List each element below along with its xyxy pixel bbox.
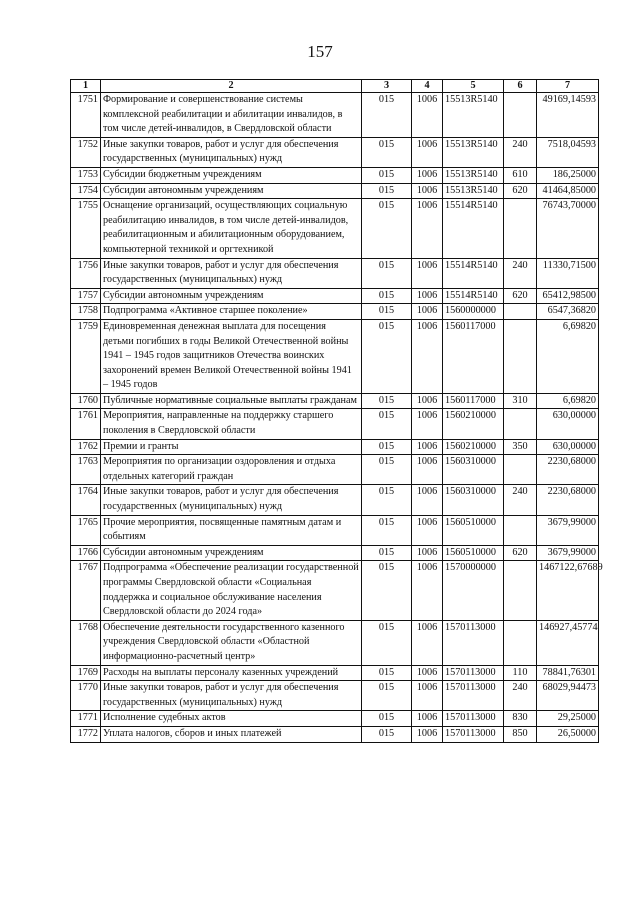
row-name: Мероприятия по организации оздоровления и отдыха отдельных категорий граждан <box>101 455 362 485</box>
row-target-code: 1560310000 <box>443 485 504 515</box>
row-expense-type-code <box>504 409 537 439</box>
row-number: 1768 <box>71 620 101 665</box>
row-amount: 29,25000 <box>537 711 599 727</box>
row-expense-type-code <box>504 515 537 545</box>
row-number: 1770 <box>71 681 101 711</box>
row-name: Субсидии автономным учреждениям <box>101 545 362 561</box>
row-expense-type-code: 110 <box>504 665 537 681</box>
table-row <box>71 561 599 620</box>
row-amount: 41464,85000 <box>537 183 599 199</box>
row-chapter-code: 015 <box>362 545 412 561</box>
header-col-1: 1 <box>71 80 101 93</box>
row-target-code: 1570113000 <box>443 711 504 727</box>
row-name: Мероприятия, направленные на поддержку старшего поколения в Свердловской области <box>101 409 362 439</box>
row-target-code: 1560117000 <box>443 319 504 393</box>
row-target-code: 1570113000 <box>443 665 504 681</box>
row-name: Иные закупки товаров, работ и услуг для обеспечения государственных (муниципальных) нужд <box>101 137 362 167</box>
row-number: 1761 <box>71 409 101 439</box>
table-row <box>71 439 599 455</box>
row-expense-type-code: 310 <box>504 393 537 409</box>
row-chapter-code: 015 <box>362 288 412 304</box>
row-expense-type-code <box>504 199 537 258</box>
row-subsection-code: 1006 <box>412 665 443 681</box>
page-number: 157 <box>307 42 333 61</box>
row-expense-type-code <box>504 455 537 485</box>
row-amount: 11330,71500 <box>537 258 599 288</box>
table-row <box>71 711 599 727</box>
row-amount: 1467122,67689 <box>537 561 599 620</box>
row-subsection-code: 1006 <box>412 304 443 320</box>
row-amount: 146927,45774 <box>537 620 599 665</box>
row-number: 1757 <box>71 288 101 304</box>
row-name: Иные закупки товаров, работ и услуг для обеспечения государственных (муниципальных) нужд <box>101 485 362 515</box>
table-row <box>71 183 599 199</box>
row-expense-type-code: 850 <box>504 726 537 742</box>
row-subsection-code: 1006 <box>412 409 443 439</box>
row-chapter-code: 015 <box>362 167 412 183</box>
row-target-code: 15514R5140 <box>443 199 504 258</box>
header-col-4: 4 <box>412 80 443 93</box>
row-expense-type-code <box>504 319 537 393</box>
budget-table <box>70 79 603 743</box>
header-col-7: 7 <box>537 80 599 93</box>
row-chapter-code: 015 <box>362 258 412 288</box>
header-col-5: 5 <box>443 80 504 93</box>
row-name: Оснащение организаций, осуществляющих социальную реабилитацию инвалидов, в том числе детей-инвалидов, реабилитационным и абилитационным оборудованием, компьютерной техникой и оргтехникой <box>101 199 362 258</box>
row-subsection-code: 1006 <box>412 485 443 515</box>
row-target-code: 15513R5140 <box>443 93 504 138</box>
row-expense-type-code: 350 <box>504 439 537 455</box>
row-subsection-code: 1006 <box>412 681 443 711</box>
row-target-code: 1570000000 <box>443 561 504 620</box>
row-chapter-code: 015 <box>362 93 412 138</box>
row-amount: 2230,68000 <box>537 455 599 485</box>
table-row <box>71 620 599 665</box>
table-row <box>71 93 599 138</box>
table-row <box>71 304 599 320</box>
row-name: Субсидии автономным учреждениям <box>101 288 362 304</box>
row-subsection-code: 1006 <box>412 439 443 455</box>
row-expense-type-code: 620 <box>504 288 537 304</box>
row-expense-type-code <box>504 620 537 665</box>
row-chapter-code: 015 <box>362 409 412 439</box>
row-subsection-code: 1006 <box>412 545 443 561</box>
row-number: 1772 <box>71 726 101 742</box>
row-name: Иные закупки товаров, работ и услуг для обеспечения государственных (муниципальных) нужд <box>101 681 362 711</box>
row-subsection-code: 1006 <box>412 183 443 199</box>
row-number: 1760 <box>71 393 101 409</box>
row-target-code: 1560000000 <box>443 304 504 320</box>
row-chapter-code: 015 <box>362 711 412 727</box>
row-expense-type-code <box>504 304 537 320</box>
row-target-code: 15514R5140 <box>443 258 504 288</box>
row-number: 1752 <box>71 137 101 167</box>
table-row <box>71 199 599 258</box>
row-name: Единовременная денежная выплата для посещения детьми погибших в годы Великой Отечественной войны 1941 – 1945 годов защитников Отечества воинских захоронений времен Великой Отечественной войны 1941 – 1945 годов <box>101 319 362 393</box>
table-row <box>71 665 599 681</box>
row-subsection-code: 1006 <box>412 561 443 620</box>
row-expense-type-code <box>504 561 537 620</box>
row-chapter-code: 015 <box>362 485 412 515</box>
row-subsection-code: 1006 <box>412 258 443 288</box>
row-number: 1759 <box>71 319 101 393</box>
row-chapter-code: 015 <box>362 304 412 320</box>
row-amount: 68029,94473 <box>537 681 599 711</box>
row-subsection-code: 1006 <box>412 288 443 304</box>
row-expense-type-code: 240 <box>504 681 537 711</box>
row-name: Исполнение судебных актов <box>101 711 362 727</box>
row-number: 1753 <box>71 167 101 183</box>
row-expense-type-code: 240 <box>504 485 537 515</box>
table-row <box>71 515 599 545</box>
table-row <box>71 167 599 183</box>
row-number: 1766 <box>71 545 101 561</box>
row-target-code: 15513R5140 <box>443 137 504 167</box>
row-name: Уплата налогов, сборов и иных платежей <box>101 726 362 742</box>
row-target-code: 15513R5140 <box>443 167 504 183</box>
header-col-2: 2 <box>101 80 362 93</box>
row-subsection-code: 1006 <box>412 93 443 138</box>
row-amount: 6,69820 <box>537 393 599 409</box>
row-number: 1767 <box>71 561 101 620</box>
row-number: 1756 <box>71 258 101 288</box>
row-name: Премии и гранты <box>101 439 362 455</box>
row-name: Формирование и совершенствование системы комплексной реабилитации и абилитации инвалидов, в том числе детей-инвалидов, в Свердловской области <box>101 93 362 138</box>
row-amount: 3679,99000 <box>537 515 599 545</box>
table-row <box>71 455 599 485</box>
table-row <box>71 137 599 167</box>
row-chapter-code: 015 <box>362 681 412 711</box>
row-number: 1762 <box>71 439 101 455</box>
row-chapter-code: 015 <box>362 515 412 545</box>
row-chapter-code: 015 <box>362 455 412 485</box>
row-expense-type-code: 240 <box>504 258 537 288</box>
row-chapter-code: 015 <box>362 199 412 258</box>
row-name: Обеспечение деятельности государственного казенного учреждения Свердловской области «Областной информационно-расчетный центр» <box>101 620 362 665</box>
row-target-code: 1560210000 <box>443 439 504 455</box>
row-expense-type-code <box>504 93 537 138</box>
table-row <box>71 288 599 304</box>
row-amount: 49169,14593 <box>537 93 599 138</box>
row-chapter-code: 015 <box>362 319 412 393</box>
table-row <box>71 681 599 711</box>
row-expense-type-code: 620 <box>504 183 537 199</box>
table-row <box>71 726 599 742</box>
row-chapter-code: 015 <box>362 561 412 620</box>
row-subsection-code: 1006 <box>412 199 443 258</box>
row-subsection-code: 1006 <box>412 393 443 409</box>
row-amount: 26,50000 <box>537 726 599 742</box>
table-row <box>71 409 599 439</box>
row-subsection-code: 1006 <box>412 620 443 665</box>
row-name: Иные закупки товаров, работ и услуг для обеспечения государственных (муниципальных) нужд <box>101 258 362 288</box>
row-chapter-code: 015 <box>362 620 412 665</box>
row-subsection-code: 1006 <box>412 726 443 742</box>
row-name: Подпрограмма «Активное старшее поколение» <box>101 304 362 320</box>
row-number: 1763 <box>71 455 101 485</box>
row-target-code: 15514R5140 <box>443 288 504 304</box>
row-subsection-code: 1006 <box>412 137 443 167</box>
row-number: 1755 <box>71 199 101 258</box>
row-subsection-code: 1006 <box>412 711 443 727</box>
row-number: 1765 <box>71 515 101 545</box>
row-amount: 6547,36820 <box>537 304 599 320</box>
row-target-code: 15513R5140 <box>443 183 504 199</box>
table-row <box>71 319 599 393</box>
row-target-code: 1560310000 <box>443 455 504 485</box>
row-name: Подпрограмма «Обеспечение реализации государственной программы Свердловской области «Социальная поддержка и социальное обслуживание населения Свердловской области до 2024 года» <box>101 561 362 620</box>
row-expense-type-code: 830 <box>504 711 537 727</box>
row-chapter-code: 015 <box>362 726 412 742</box>
row-number: 1769 <box>71 665 101 681</box>
row-amount: 186,25000 <box>537 167 599 183</box>
row-chapter-code: 015 <box>362 183 412 199</box>
row-amount: 630,00000 <box>537 439 599 455</box>
table-row <box>71 393 599 409</box>
row-target-code: 1570113000 <box>443 620 504 665</box>
row-amount: 65412,98500 <box>537 288 599 304</box>
row-number: 1751 <box>71 93 101 138</box>
row-expense-type-code: 620 <box>504 545 537 561</box>
row-subsection-code: 1006 <box>412 515 443 545</box>
header-col-6: 6 <box>504 80 537 93</box>
row-subsection-code: 1006 <box>412 167 443 183</box>
header-col-3: 3 <box>362 80 412 93</box>
row-number: 1758 <box>71 304 101 320</box>
row-number: 1754 <box>71 183 101 199</box>
row-chapter-code: 015 <box>362 137 412 167</box>
table-row <box>71 485 599 515</box>
row-target-code: 1560510000 <box>443 545 504 561</box>
row-number: 1764 <box>71 485 101 515</box>
row-chapter-code: 015 <box>362 665 412 681</box>
table-row <box>71 545 599 561</box>
row-amount: 78841,76301 <box>537 665 599 681</box>
row-target-code: 1570113000 <box>443 726 504 742</box>
row-name: Прочие мероприятия, посвященные памятным датам и событиям <box>101 515 362 545</box>
table-row <box>71 258 599 288</box>
row-subsection-code: 1006 <box>412 455 443 485</box>
row-amount: 7518,04593 <box>537 137 599 167</box>
row-amount: 630,00000 <box>537 409 599 439</box>
row-amount: 76743,70000 <box>537 199 599 258</box>
row-name: Субсидии автономным учреждениям <box>101 183 362 199</box>
row-number: 1771 <box>71 711 101 727</box>
row-amount: 2230,68000 <box>537 485 599 515</box>
row-subsection-code: 1006 <box>412 319 443 393</box>
row-amount: 3679,99000 <box>537 545 599 561</box>
row-expense-type-code: 240 <box>504 137 537 167</box>
row-name: Публичные нормативные социальные выплаты гражданам <box>101 393 362 409</box>
header-row <box>71 80 599 93</box>
row-amount: 6,69820 <box>537 319 599 393</box>
row-name: Расходы на выплаты персоналу казенных учреждений <box>101 665 362 681</box>
row-target-code: 1560210000 <box>443 409 504 439</box>
row-target-code: 1560510000 <box>443 515 504 545</box>
row-chapter-code: 015 <box>362 439 412 455</box>
row-target-code: 1570113000 <box>443 681 504 711</box>
row-chapter-code: 015 <box>362 393 412 409</box>
row-expense-type-code: 610 <box>504 167 537 183</box>
row-target-code: 1560117000 <box>443 393 504 409</box>
row-name: Субсидии бюджетным учреждениям <box>101 167 362 183</box>
